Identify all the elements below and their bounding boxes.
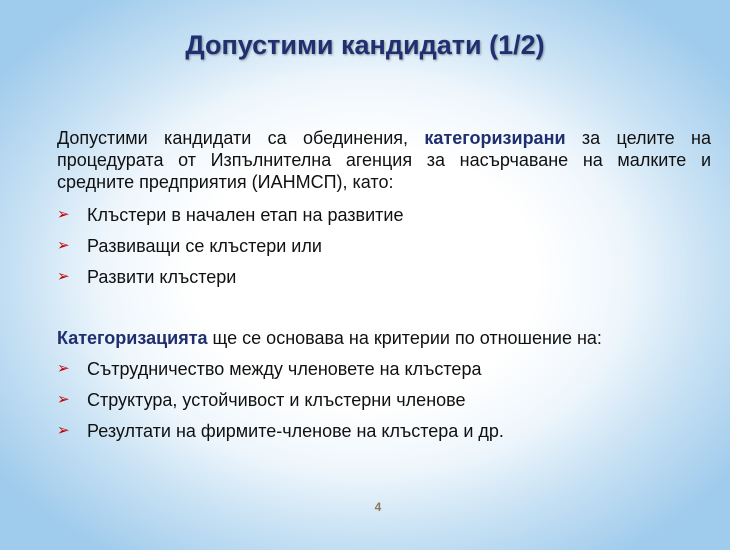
criteria-list xyxy=(57,353,711,446)
list-item-text: Резултати на фирмите-членове на клъстера и др. xyxy=(87,420,504,441)
intro-paragraph xyxy=(57,127,711,193)
arrowhead-icon: ➢ xyxy=(57,205,70,223)
list-item-text: Развити клъстери xyxy=(87,266,237,287)
list-item-text: Сътрудничество между членовете на клъстера xyxy=(87,358,482,379)
list-item-text: Структура, устойчивост и клъстерни членове xyxy=(87,389,466,410)
list-item xyxy=(57,353,711,384)
list-item-text: Развиващи се клъстери или xyxy=(87,235,322,256)
page-number: 4 xyxy=(374,500,382,514)
cluster-types-list xyxy=(57,199,711,292)
arrowhead-icon: ➢ xyxy=(57,390,70,408)
list-item xyxy=(57,230,711,261)
intro-text-start: Допустими кандидати са обединения, xyxy=(57,128,425,148)
arrowhead-icon: ➢ xyxy=(57,359,70,377)
list-item xyxy=(57,261,711,292)
categorization-paragraph xyxy=(57,327,711,349)
arrowhead-icon: ➢ xyxy=(57,267,70,285)
categorization-text: ще се основава на критерии по отношение на: xyxy=(207,328,602,348)
list-item xyxy=(57,199,711,230)
list-item-text: Клъстери в начален етап на развитие xyxy=(87,204,404,225)
categorization-bold-term: Категоризацията xyxy=(57,328,208,348)
slide-title: Допустими кандидати (1/2) xyxy=(185,30,545,60)
list-item xyxy=(57,415,711,446)
arrowhead-icon: ➢ xyxy=(57,236,70,254)
arrowhead-icon: ➢ xyxy=(57,421,70,439)
intro-bold-term: категоризирани xyxy=(424,128,566,148)
list-item xyxy=(57,384,711,415)
intro-text-end: за целите на процедурата от Изпълнителна агенция за насърчаване на малките и средните предприятия (ИАНМСП), като: xyxy=(57,128,711,192)
